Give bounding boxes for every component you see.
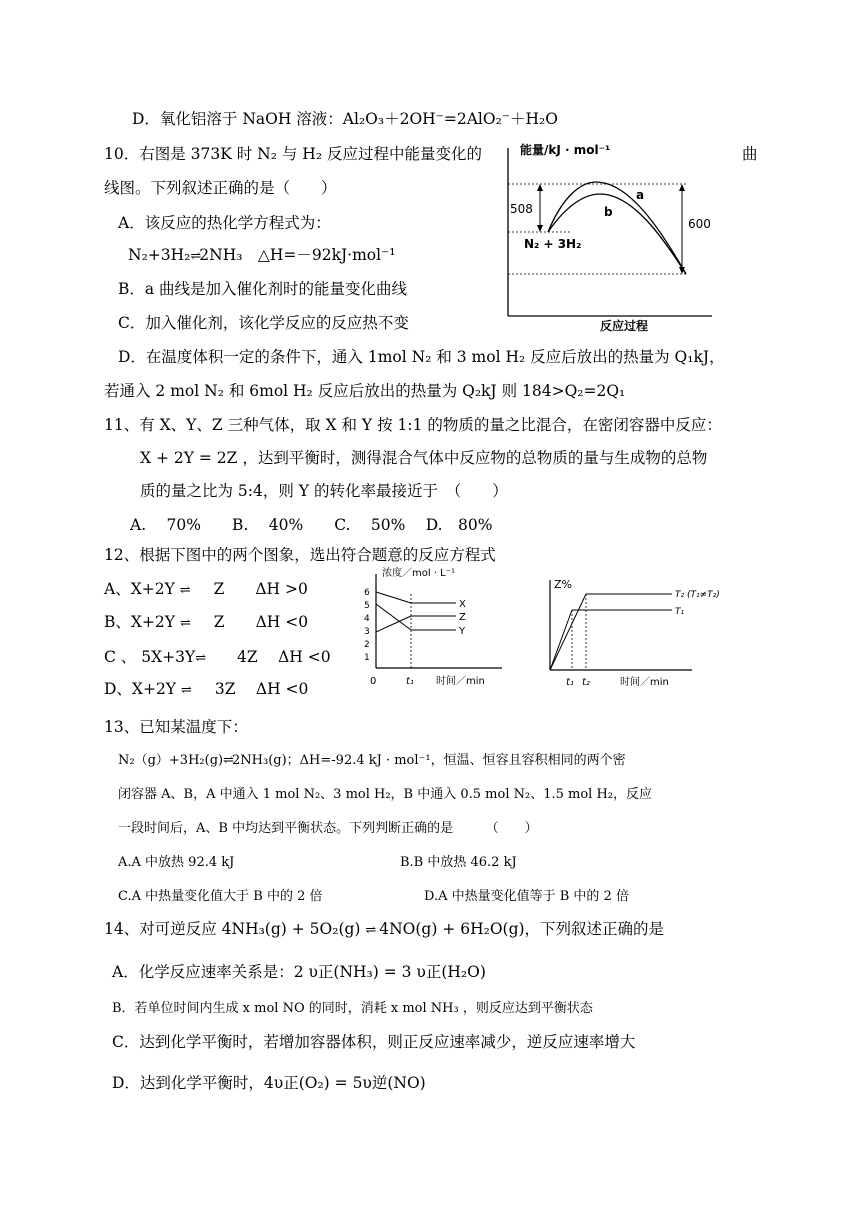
equilibrium-arrow-icon: ⇌ <box>179 583 189 598</box>
tick-5: 5 <box>364 601 370 611</box>
q10-eq-left: N₂+3H₂ <box>128 246 191 264</box>
q11-stem-line1: 11、有 X、Y、Z 三种气体，取 X 和 Y 按 1:1 的物质的量之比混合，在密闭容器中反应： <box>104 416 722 434</box>
q14-stem-right: 4NO(g) + 6H₂O(g)，下列叙述正确的是 <box>379 920 665 938</box>
equilibrium-arrow-icon: ⇌ <box>365 923 375 938</box>
energy-x-label: 反应过程 <box>600 319 649 333</box>
q14-stem-left: 14、对可逆反应 4NH₃(g) + 5O₂(g) <box>104 920 361 938</box>
q12-a-right: Z ΔH >0 <box>213 580 308 598</box>
equilibrium-arrow-icon: ⇌ <box>195 651 205 666</box>
q10-option-a: A．该反应的热化学方程式为： <box>118 214 331 232</box>
q14-stem <box>104 918 664 942</box>
series-y-line <box>376 604 411 630</box>
q12-stem: 12、根据下图中的两个图象，选出符合题意的反应方程式 <box>104 546 496 564</box>
q13-stem: 13、已知某温度下： <box>104 718 248 736</box>
q13-eq-right: 2NH₃(g)；ΔH=-92.4 kJ · mol⁻¹，恒温、恒容且容积相同的两个密 <box>232 753 626 768</box>
arrow-up-icon <box>537 184 543 191</box>
q10-stem-line1: 10．右图是 373K 时 N₂ 与 H₂ 反应过程中能量变化的 <box>104 145 482 163</box>
q14-option-b: B．若单位时间内生成 x mol NO 的同时，消耗 x mol NH₃ ，则反应达到平衡状态 <box>112 1001 593 1016</box>
energy-value-600: 600 <box>688 217 711 231</box>
q14-option-d: D．达到化学平衡时，4υ正(O₂) = 5υ逆(NO) <box>112 1074 426 1092</box>
concentration-graph <box>356 564 506 692</box>
q14-option-c: C．达到化学平衡时，若增加容器体积，则正反应速率减少，逆反应速率增大 <box>112 1033 636 1051</box>
q12-option-b <box>104 611 308 635</box>
q13-option-b: B.B 中放热 46.2 kJ <box>400 855 517 870</box>
equilibrium-arrow-icon: ⇌ <box>190 249 200 264</box>
equilibrium-arrow-icon: ⇌ <box>179 616 189 631</box>
curve-a <box>548 182 686 274</box>
q10-option-d-line1: D．在温度体积一定的条件下，通入 1mol N₂ 和 3 mol H₂ 反应后放出的热量为 Q₁kJ， <box>118 348 725 366</box>
q12-b-right: Z ΔH <0 <box>213 613 309 631</box>
q12-c-right: 4Z ΔH <0 <box>237 648 331 666</box>
q14-option-a: A．化学反应速率关系是：2 υ正(NH₃) = 3 υ正(H₂O) <box>112 963 486 981</box>
q12-b-left: B、X+2Y <box>104 613 176 631</box>
q13-line3: 一段时间后，A、B 中均达到平衡状态。下列判断正确的是 （ ） <box>118 821 538 836</box>
q10-option-a-equation <box>128 244 395 268</box>
curve-b-label: b <box>604 205 613 219</box>
q10-stem-line2: 线图。下列叙述正确的是（ ） <box>104 179 337 197</box>
series-y-label: Y <box>459 626 466 637</box>
arrow-down-icon <box>537 225 543 232</box>
q13-equation-line <box>118 750 626 772</box>
z-t1-label: t₁ <box>566 677 574 688</box>
energy-value-508: 508 <box>510 202 533 216</box>
q10-eq-right: 2NH₃ △H=－92kJ·mol⁻¹ <box>199 246 396 264</box>
q11-stem-line3: 质的量之比为 5:4，则 Y 的转化率最接近于 （ ） <box>140 482 508 500</box>
q12-option-a <box>104 578 308 602</box>
q12-option-c <box>104 646 331 670</box>
conc-x-label: 时间／min <box>436 676 485 687</box>
q9-option-d: D．氧化铝溶于 NaOH 溶液：Al₂O₃＋2OH⁻=2AlO₂⁻＋H₂O <box>132 110 558 128</box>
z-percent-graph <box>542 572 722 694</box>
series-z-label: Z <box>459 612 466 623</box>
q11-stem-line2: X + 2Y = 2Z ，达到平衡时，测得混合气体中反应物的总物质的量与生成物的总物 <box>140 449 708 467</box>
series-z-line <box>376 616 411 632</box>
q13-option-a: A.A 中放热 92.4 kJ <box>118 855 235 870</box>
q12-d-right: 3Z ΔH <0 <box>214 680 309 698</box>
curve-b <box>548 194 686 274</box>
reactant-label: N₂ + 3H₂ <box>524 237 582 251</box>
curve-t2-rise <box>550 594 586 670</box>
z-t2-label: t₂ <box>582 677 590 688</box>
tick-4: 4 <box>364 614 370 624</box>
q11-options: A. 70% B. 40% C. 50% D. 80% <box>130 516 493 534</box>
energy-axis-label: 能量/kJ · mol⁻¹ <box>520 143 611 157</box>
q12-c-left: C 、 5X+3Y <box>104 648 196 666</box>
q13-option-d: D.A 中热量变化值等于 B 中的 2 倍 <box>424 889 629 904</box>
q12-option-d <box>104 678 308 702</box>
q12-d-left: D、X+2Y <box>104 680 177 698</box>
q10-option-b: B．a 曲线是加入催化剂时的能量变化曲线 <box>118 280 408 298</box>
q12-a-left: A、X+2Y <box>104 580 175 598</box>
series-x-line <box>376 592 411 603</box>
tick-3: 3 <box>364 627 370 637</box>
tick-1: 1 <box>364 653 370 663</box>
curve-t2-label: T₂ (T₁≠T₂) <box>675 590 720 600</box>
equilibrium-arrow-icon: ⇌ <box>223 753 232 768</box>
curve-a-label: a <box>636 188 645 202</box>
energy-diagram <box>500 136 720 336</box>
equilibrium-arrow-icon: ⇌ <box>180 683 190 698</box>
z-x-label: 时间／min <box>620 677 669 688</box>
conc-origin: 0 <box>370 676 377 687</box>
tick-2: 2 <box>364 640 370 650</box>
curve-t1-label: T₁ <box>675 607 685 617</box>
q10-option-d-line2: 若通入 2 mol N₂ 和 6mol H₂ 反应后放出的热量为 Q₂kJ 则 184>Q₂=2Q₁ <box>104 382 626 400</box>
tick-6: 6 <box>364 588 370 598</box>
q13-line2: 闭容器 A、B，A 中通入 1 mol N₂、3 mol H₂，B 中通入 0.5 mol N₂、1.5 mol H₂，反应 <box>118 787 653 802</box>
q10-stem-tail: 曲 <box>742 145 758 163</box>
series-x-label: X <box>459 599 466 610</box>
arrow-up-icon <box>679 184 685 191</box>
q10-option-c: C．加入催化剂，该化学反应的反应热不变 <box>118 314 409 332</box>
q13-option-c: C.A 中热量变化值大于 B 中的 2 倍 <box>118 889 323 904</box>
conc-t1-label: t₁ <box>406 676 414 687</box>
curve-t1-rise <box>550 610 572 670</box>
q13-eq-left: N₂（g）+3H₂(g) <box>118 753 224 768</box>
z-y-label: Z% <box>554 578 572 591</box>
conc-y-label: 浓度／mol · L⁻¹ <box>382 568 456 579</box>
